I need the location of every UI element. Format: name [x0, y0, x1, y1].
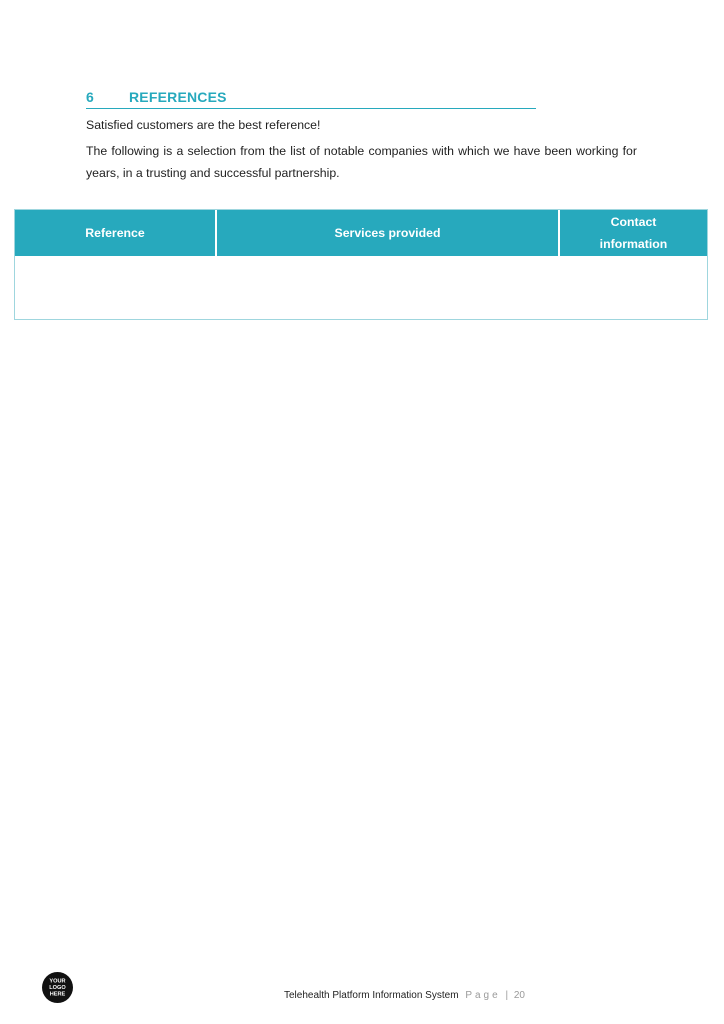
footer-doc-title: Telehealth Platform Information System [284, 990, 459, 1001]
page-footer [284, 990, 525, 1001]
logo-line-2: LOGO [49, 985, 66, 991]
references-table [14, 209, 708, 320]
logo-text-mark [42, 972, 73, 1003]
footer-page-word: Page [465, 990, 501, 1001]
body-paragraph: The following is a selection from the list of notable companies with which we have been working for years, in a trusting and successful partnership. [86, 144, 637, 180]
column-header-contact: Contact information [599, 215, 668, 251]
company-logo [42, 972, 73, 1003]
column-header-reference: Reference [15, 210, 217, 256]
section-heading [86, 88, 536, 109]
section-title: REFERENCES [129, 89, 227, 105]
logo-line-3: HERE [49, 991, 66, 998]
section-number: 6 [86, 89, 94, 105]
column-header-services: Services provided [217, 210, 560, 256]
table-header-row [15, 210, 707, 256]
logo-line-1: YOUR [49, 978, 66, 985]
intro-paragraph: Satisfied customers are the best reference! [86, 118, 321, 132]
table-empty-row [15, 256, 707, 320]
footer-separator: | [505, 990, 509, 1001]
footer-page-number: 20 [513, 990, 525, 1001]
